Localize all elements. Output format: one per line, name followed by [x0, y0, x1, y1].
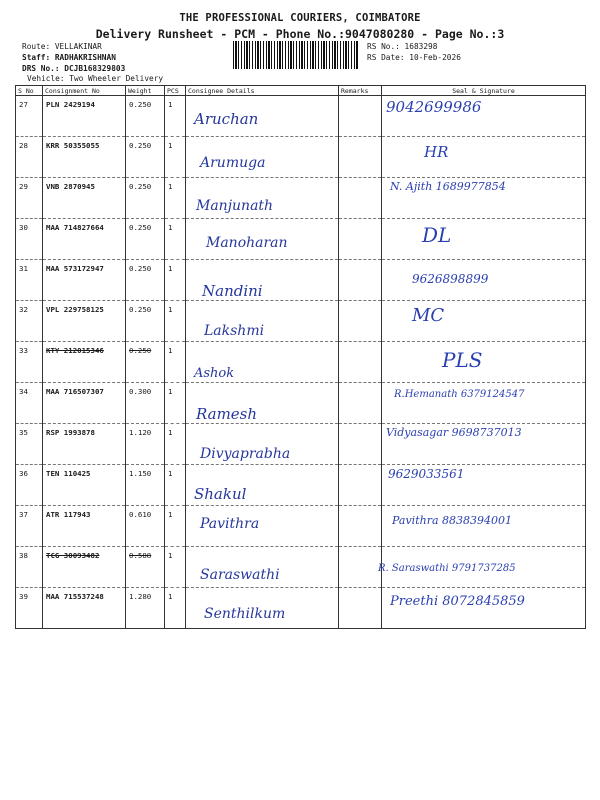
cell-consignment: VNB 2870945 [43, 178, 126, 219]
table-row [16, 96, 586, 137]
consignee-handwriting: Arumuga [200, 155, 266, 171]
col-pcs: PCS [165, 86, 186, 96]
cell-consignment: TCG 30093482 [43, 547, 126, 588]
cell-weight: 1.120 [126, 424, 165, 465]
cell-signature [382, 219, 586, 260]
cell-remarks [339, 178, 382, 219]
table-row [16, 547, 586, 588]
cell-signature [382, 588, 586, 629]
cell-sno: 34 [16, 383, 43, 424]
cell-remarks [339, 547, 382, 588]
consignee-handwriting: Manjunath [196, 198, 274, 214]
cell-sno: 29 [16, 178, 43, 219]
table-row [16, 424, 586, 465]
consignee-handwriting: Saraswathi [200, 567, 280, 583]
signature-handwriting: R. Saraswathi 9791737285 [378, 563, 516, 574]
cell-remarks [339, 383, 382, 424]
cell-consignment: MAA 573172947 [43, 260, 126, 301]
cell-weight: 0.250 [126, 96, 165, 137]
cell-weight: 0.250 [126, 178, 165, 219]
signature-handwriting: Preethi 8072845859 [390, 594, 525, 609]
cell-consignee [186, 465, 339, 506]
cell-pcs: 1 [165, 260, 186, 301]
cell-signature [382, 465, 586, 506]
cell-consignee [186, 588, 339, 629]
cell-sno: 38 [16, 547, 43, 588]
cell-weight: 0.300 [126, 383, 165, 424]
rs-number: RS No.: 1683298 [367, 42, 438, 51]
cell-signature [382, 342, 586, 383]
cell-pcs: 1 [165, 465, 186, 506]
cell-pcs: 1 [165, 588, 186, 629]
cell-remarks [339, 424, 382, 465]
signature-handwriting: N. Ajith 1689977854 [390, 180, 506, 193]
table-row [16, 342, 586, 383]
cell-consignment: RSP 1993878 [43, 424, 126, 465]
col-signature: Seal & Signature [382, 86, 586, 96]
table-row [16, 588, 586, 629]
cell-consignment: VPL 229758125 [43, 301, 126, 342]
cell-consignee [186, 301, 339, 342]
signature-handwriting: Pavithra 8838394001 [392, 514, 513, 527]
cell-consignment: KRR 50355055 [43, 137, 126, 178]
cell-consignment: KTY 212015346 [43, 342, 126, 383]
runsheet-title: Delivery Runsheet - PCM - Phone No.:9047080280 - Page No.:3 [95, 27, 505, 41]
table-row [16, 465, 586, 506]
cell-remarks [339, 137, 382, 178]
cell-remarks [339, 342, 382, 383]
cell-consignment: MAA 715537248 [43, 588, 126, 629]
signature-handwriting: DL [422, 223, 452, 247]
signature-handwriting: R.Hemanath 6379124547 [394, 389, 525, 400]
cell-pcs: 1 [165, 96, 186, 137]
cell-consignment: MAA 714827664 [43, 219, 126, 260]
cell-weight: 0.250 [126, 137, 165, 178]
cell-signature [382, 96, 586, 137]
staff-label: Staff: RADHAKRISHNAN [22, 53, 116, 62]
cell-signature [382, 383, 586, 424]
cell-weight: 0.250 [126, 219, 165, 260]
runsheet-table [15, 85, 586, 629]
consignee-handwriting: Ashok [194, 366, 235, 381]
table-row [16, 260, 586, 301]
cell-weight: 0.250 [126, 260, 165, 301]
cell-signature [382, 506, 586, 547]
cell-pcs: 1 [165, 178, 186, 219]
col-sno: S No [16, 86, 43, 96]
cell-sno: 33 [16, 342, 43, 383]
cell-consignment: TEN 110425 [43, 465, 126, 506]
table-row [16, 506, 586, 547]
table-row [16, 219, 586, 260]
cell-consignment: MAA 716507307 [43, 383, 126, 424]
cell-consignee [186, 219, 339, 260]
cell-consignment: ATR 117943 [43, 506, 126, 547]
cell-pcs: 1 [165, 301, 186, 342]
route-label: Route: VELLAKINAR [22, 42, 102, 51]
cell-pcs: 1 [165, 137, 186, 178]
company-title: THE PROFESSIONAL COURIERS, COIMBATORE [179, 12, 421, 24]
col-weight: Weight [126, 86, 165, 96]
cell-signature [382, 260, 586, 301]
cell-consignee [186, 96, 339, 137]
signature-handwriting: PLS [442, 348, 483, 372]
cell-consignment: PLN 2429194 [43, 96, 126, 137]
cell-weight: 0.250 [126, 301, 165, 342]
consignee-handwriting: Shakul [194, 485, 247, 503]
cell-signature [378, 547, 586, 588]
cell-sno: 36 [16, 465, 43, 506]
cell-remarks [339, 301, 382, 342]
consignee-handwriting: Manoharan [206, 235, 288, 251]
consignee-handwriting: Lakshmi [204, 323, 265, 339]
cell-sno: 31 [16, 260, 43, 301]
drs-number: DRS No.: DCJB168329803 [22, 64, 126, 73]
table-row [16, 137, 586, 178]
table-row [16, 383, 586, 424]
signature-handwriting: 9626898899 [412, 272, 489, 286]
cell-sno: 35 [16, 424, 43, 465]
cell-consignee [186, 506, 339, 547]
cell-weight: 0.250 [126, 342, 165, 383]
cell-signature [382, 301, 586, 342]
cell-signature [382, 178, 586, 219]
cell-sno: 37 [16, 506, 43, 547]
col-remarks: Remarks [339, 86, 382, 96]
cell-sno: 39 [16, 588, 43, 629]
consignee-handwriting: Ramesh [196, 405, 258, 423]
barcode [233, 41, 359, 69]
cell-pcs: 1 [165, 342, 186, 383]
cell-weight: 1.150 [126, 465, 165, 506]
consignee-handwriting: Divyaprabha [200, 446, 291, 462]
cell-remarks [339, 260, 382, 301]
table-row [16, 178, 586, 219]
vehicle-label: Vehicle: Two Wheeler Delivery [27, 74, 164, 83]
cell-pcs: 1 [165, 383, 186, 424]
cell-pcs: 1 [165, 219, 186, 260]
signature-handwriting: 9042699986 [386, 98, 482, 116]
col-consignee: Consignee Details [186, 86, 339, 96]
cell-remarks [339, 465, 382, 506]
table-row [16, 301, 586, 342]
cell-signature [382, 137, 586, 178]
cell-consignee [186, 383, 339, 424]
col-consignment: Consignment No [43, 86, 126, 96]
cell-sno: 28 [16, 137, 43, 178]
consignee-handwriting: Senthilkum [204, 606, 286, 622]
signature-handwriting: HR [424, 143, 449, 161]
consignee-handwriting: Pavithra [200, 516, 260, 532]
cell-sno: 27 [16, 96, 43, 137]
cell-sno: 30 [16, 219, 43, 260]
cell-pcs: 1 [165, 506, 186, 547]
cell-weight: 0.610 [126, 506, 165, 547]
rs-date: RS Date: 10-Feb-2026 [367, 53, 461, 62]
cell-consignee [186, 424, 339, 465]
cell-consignee [186, 137, 339, 178]
consignee-handwriting: Nandini [202, 282, 263, 300]
cell-remarks [339, 588, 382, 629]
cell-consignee [186, 342, 339, 383]
cell-weight: 1.280 [126, 588, 165, 629]
cell-signature [382, 424, 586, 465]
cell-consignee [186, 178, 339, 219]
cell-remarks [339, 96, 382, 137]
cell-sno: 32 [16, 301, 43, 342]
cell-pcs: 1 [165, 547, 186, 588]
cell-remarks [339, 506, 382, 547]
signature-handwriting: 9629033561 [388, 467, 465, 481]
cell-consignee [186, 547, 339, 588]
cell-pcs: 1 [165, 424, 186, 465]
table-header-row [16, 86, 586, 96]
cell-remarks [339, 219, 382, 260]
consignee-handwriting: Aruchan [194, 110, 259, 128]
cell-weight: 0.588 [126, 547, 165, 588]
cell-consignee [186, 260, 339, 301]
signature-handwriting: MC [412, 305, 445, 326]
signature-handwriting: Vidyasagar 9698737013 [386, 426, 522, 439]
